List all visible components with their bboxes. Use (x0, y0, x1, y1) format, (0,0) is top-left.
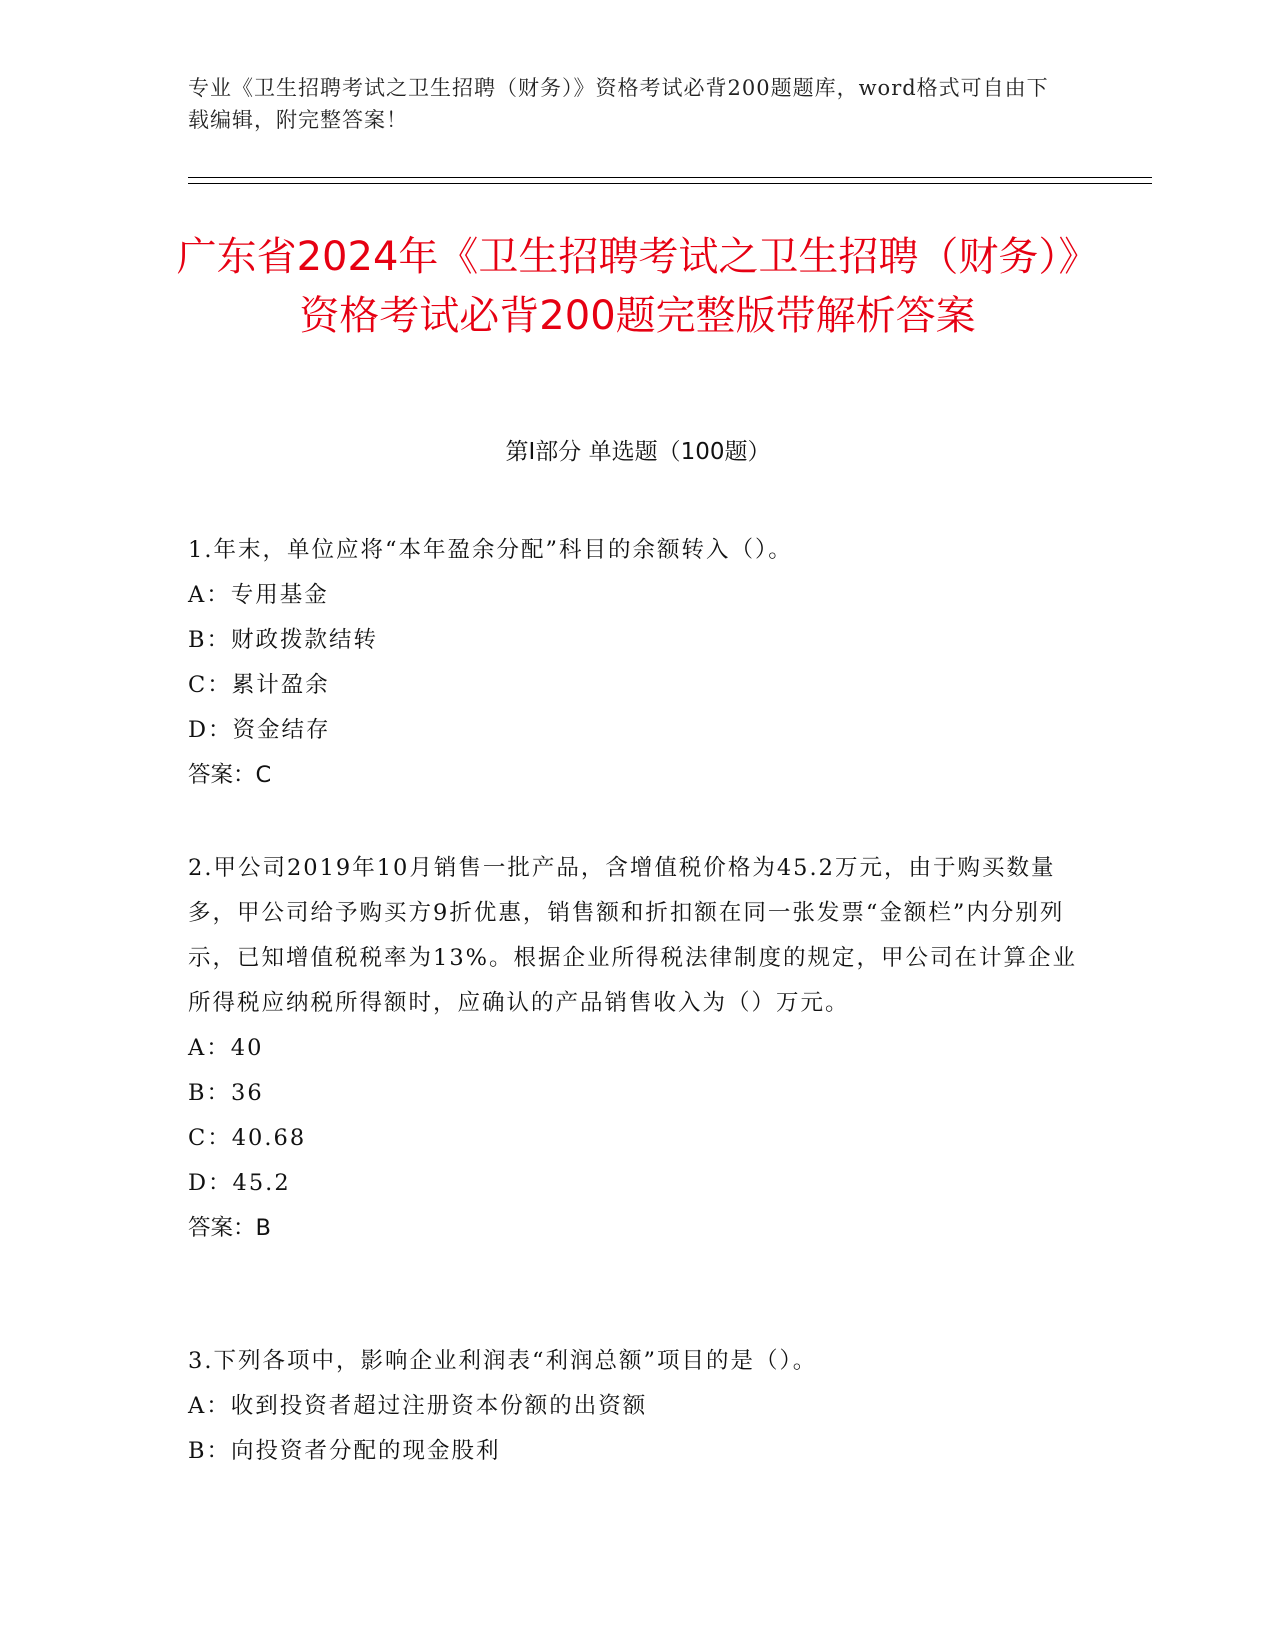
option-a: A：专用基金 (188, 582, 329, 608)
option-b: B：向投资者分配的现金股利 (188, 1438, 501, 1464)
section-heading: 第I部分 单选题（100题） (505, 439, 771, 465)
question-2 (188, 846, 1088, 1251)
question-stem: 2.甲公司2019年10月销售一批产品，含增值税价格为45.2万元，由于购买数量多，甲公司给予购买方9折优惠，销售额和折扣额在同一张发票“金额栏”内分别列示，已知增值税税率为13%。根据企业所得税法律制度的规定，甲公司在计算企业所得税应纳税所得额时，应确认的产品销售收入为（）万元。 (188, 855, 1078, 1016)
question-1 (188, 528, 1088, 798)
option-a: A：40 (188, 1035, 264, 1061)
answer-line: 答案：C (188, 762, 272, 788)
option-c: C：40.68 (188, 1125, 307, 1151)
question-stem: 1.年末，单位应将“本年盈余分配”科目的余额转入（）。 (188, 537, 793, 563)
option-d: D：45.2 (188, 1170, 291, 1196)
option-d: D：资金结存 (188, 717, 331, 743)
option-b: B：财政拨款结转 (188, 627, 379, 653)
option-b: B：36 (188, 1080, 264, 1106)
header-divider-bottom (188, 183, 1152, 184)
option-c: C：累计盈余 (188, 672, 330, 698)
option-a: A：收到投资者超过注册资本份额的出资额 (188, 1393, 648, 1419)
document-title: 广东省2024年《卫生招聘考试之卫生招聘（财务）》资格考试必背200题完整版带解析答案 (176, 234, 1099, 339)
question-stem: 3.下列各项中，影响企业利润表“利润总额”项目的是（）。 (188, 1348, 818, 1374)
header-note: 专业《卫生招聘考试之卫生招聘（财务）》资格考试必背200题题库，word格式可自由下载编辑，附完整答案！ (188, 76, 1049, 132)
header-divider-top (188, 177, 1152, 178)
question-3 (188, 1339, 1088, 1474)
answer-line: 答案：B (188, 1215, 271, 1241)
